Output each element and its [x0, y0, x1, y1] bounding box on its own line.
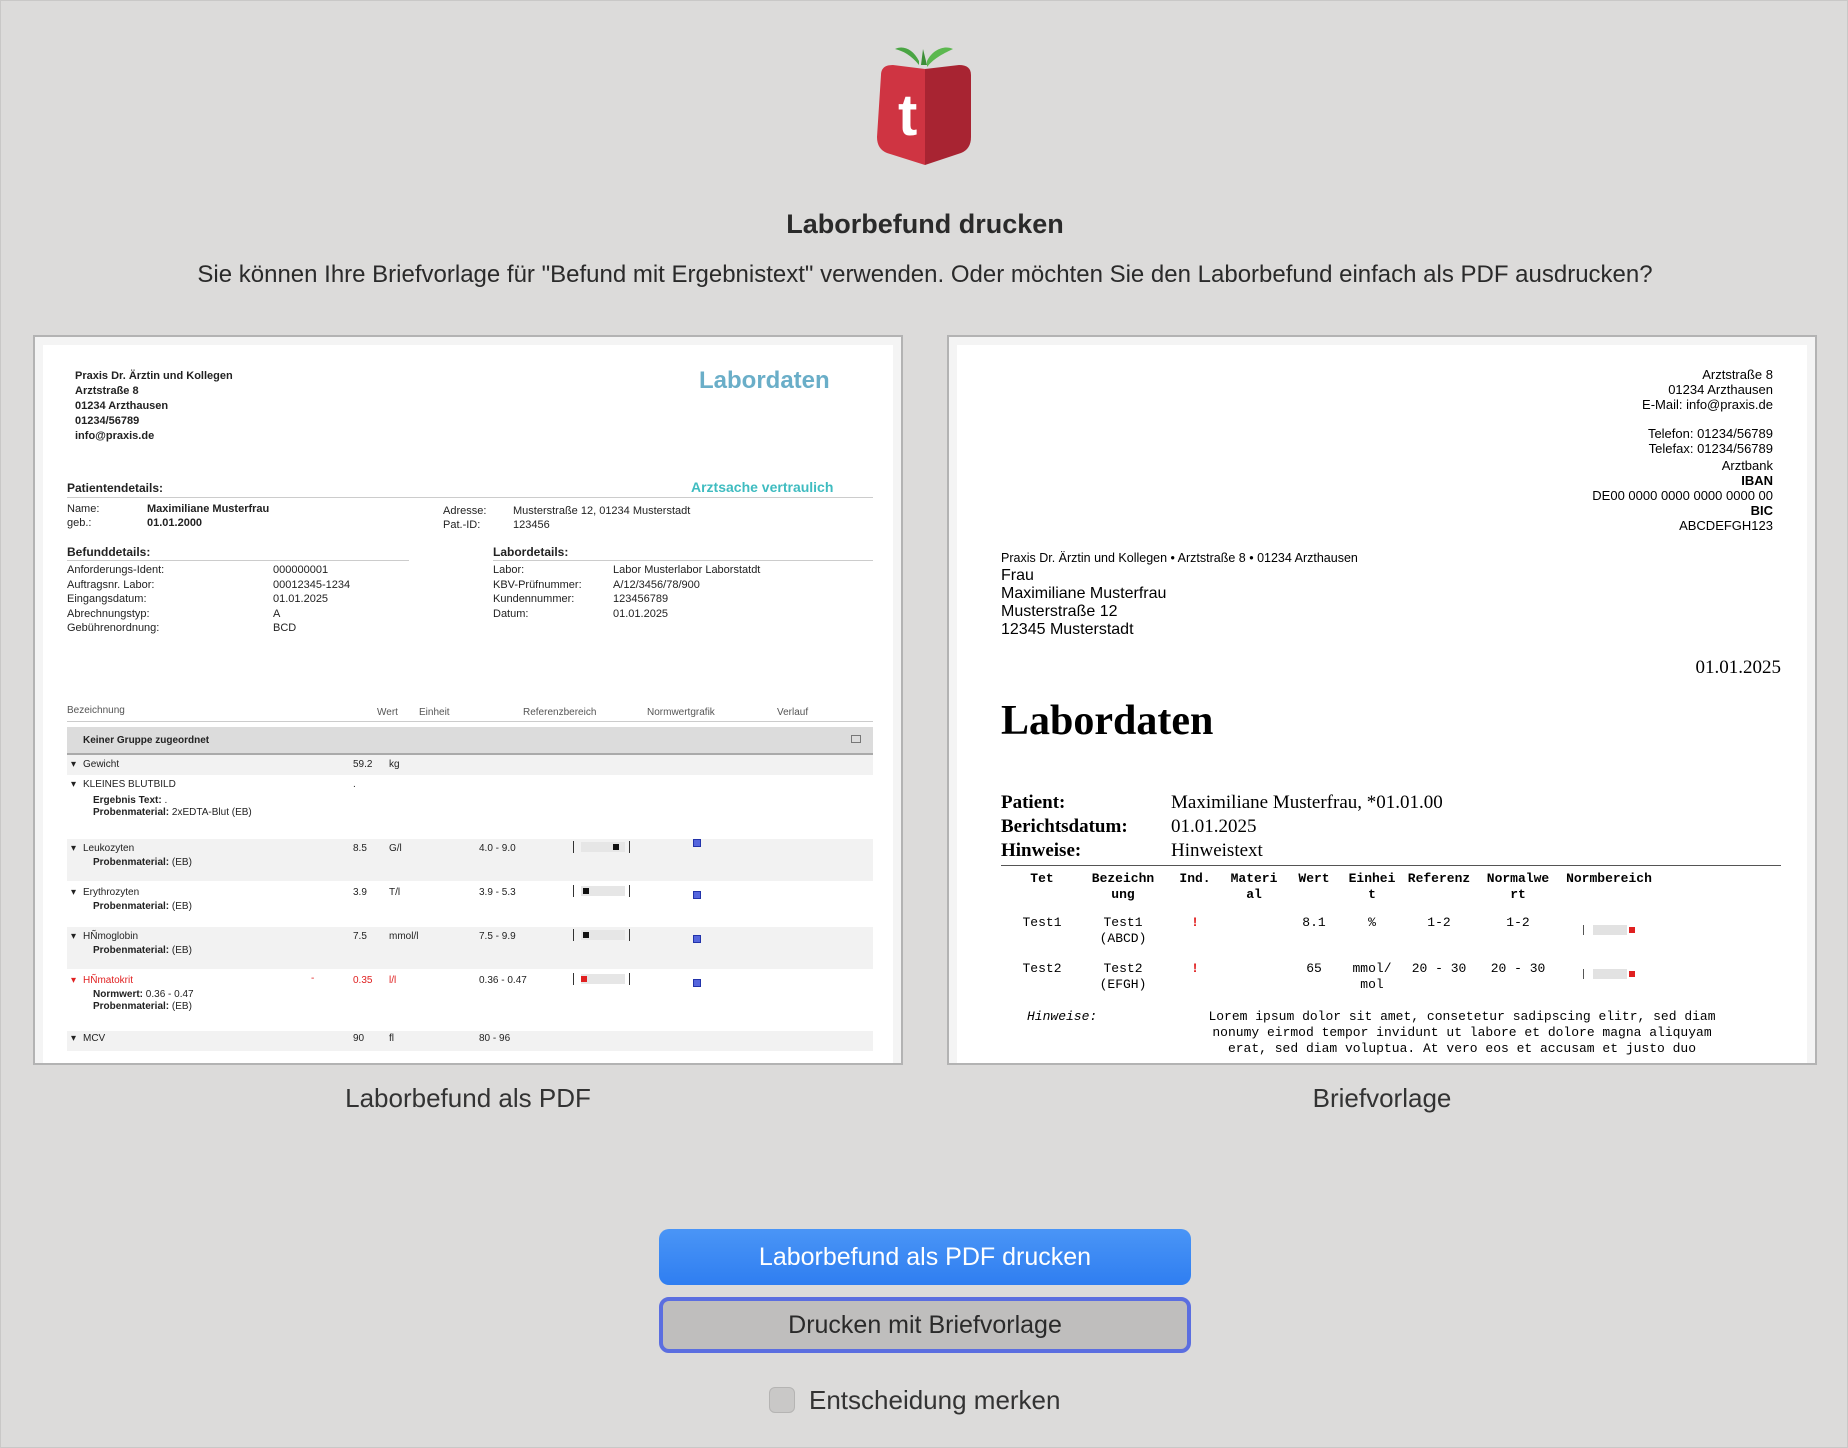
row-material: Probenmaterial: 2xEDTA-Blut (EB) [93, 807, 252, 818]
row-ref: 80 - 96 [479, 1033, 511, 1044]
expand-icon[interactable]: ▾ [71, 843, 77, 854]
table-row[interactable] [67, 971, 873, 1025]
row-name: Leukozyten [83, 843, 135, 854]
pdf-heading: Labordaten [699, 367, 830, 394]
practice-phone: 01234/56789 [75, 415, 140, 427]
practice-email: info@praxis.de [75, 430, 155, 442]
row-ref: 4.0 - 9.0 [479, 843, 516, 854]
td-referenz: 1-2 [1427, 915, 1451, 930]
group-row[interactable] [67, 727, 873, 755]
normwert-bar [581, 974, 625, 984]
hinweise-label: Hinweise: [1027, 1009, 1098, 1024]
name-label: Name: [67, 503, 100, 515]
row-value: 3.9 [353, 887, 367, 898]
th-referenz: Referenz [1407, 871, 1471, 886]
lorem-text: Lorem ipsum dolor sit amet, consetetur sadipscing elitr, sed diam nonumy eirmod tempor invidunt ut labore et dolore magna aliquyam erat, sed diam voluptua. At vero eos et accusam et justo duo [1208, 1009, 1716, 1056]
expand-icon[interactable]: ▾ [71, 975, 77, 986]
normwert-bar [581, 842, 625, 852]
patid-value: 123456 [513, 519, 550, 531]
td-test: Test2 [1022, 961, 1062, 976]
table-row[interactable] [67, 777, 873, 831]
td-ind: ! [1191, 961, 1199, 976]
row-material: Probenmaterial: (EB) [93, 1001, 192, 1012]
row-name: HÑmatokrit [83, 975, 134, 986]
letter-preview-caption: Briefvorlage [1312, 1083, 1452, 1113]
td-bezeichnung: Test1 (ABCD) [1099, 915, 1147, 946]
expand-icon[interactable]: ▾ [71, 887, 77, 898]
col-wert: Wert [377, 707, 398, 718]
td-normalwert: 1-2 [1506, 915, 1530, 930]
row-ref: 3.9 - 5.3 [479, 887, 516, 898]
dialog-subtitle: Sie können Ihre Briefvorlage für "Befund mit Ergebnistext" verwenden. Oder möchten Sie den Laborbefund einfach als PDF ausdrucken? [197, 261, 1653, 288]
normbereich-bar [1593, 969, 1627, 979]
th-normbereich: Normbereich [1566, 871, 1652, 886]
patient-section-title: Patientendetails: [67, 481, 164, 495]
row-value: 8.5 [353, 843, 367, 854]
table-row[interactable] [67, 839, 873, 881]
row-name: Erythrozyten [83, 887, 140, 898]
name-value: Maximiliane Musterfrau [147, 503, 270, 515]
table-row[interactable] [67, 883, 873, 925]
verlauf-icon[interactable] [693, 979, 701, 987]
labor-section-title: Labordetails: [493, 545, 569, 559]
row-name: KLEINES BLUTBILD [83, 779, 176, 790]
confidential-label: Arztsache vertraulich [691, 479, 834, 495]
group-title: Keiner Gruppe zugeordnet [83, 735, 210, 746]
befund-section-title: Befunddetails: [67, 545, 151, 559]
col-referenz: Referenzbereich [523, 707, 597, 718]
th-normalwert: Normalwe rt [1486, 871, 1550, 902]
td-wert: 8.1 [1302, 915, 1326, 930]
th-ind: Ind. [1179, 871, 1211, 886]
td-ind: ! [1191, 915, 1199, 930]
practice-name: Praxis Dr. Ärztin und Kollegen [75, 370, 233, 382]
print-pdf-button[interactable]: Laborbefund als PDF drucken [659, 1229, 1191, 1285]
pdf-preview[interactable] [33, 335, 903, 1065]
th-test: Tet [1030, 871, 1054, 886]
row-material: Probenmaterial: (EB) [93, 857, 192, 868]
group-image-icon[interactable] [851, 735, 861, 743]
practice-address [75, 369, 233, 444]
verlauf-icon[interactable] [693, 935, 701, 943]
td-test: Test1 [1022, 915, 1062, 930]
row-unit: T/l [389, 887, 401, 898]
row-value: 59.2 [353, 759, 373, 770]
row-unit: G/l [389, 843, 402, 854]
row-value: . [353, 779, 356, 790]
row-unit: mmol/l [389, 931, 419, 942]
row-unit: fl [389, 1033, 394, 1044]
practice-street: Arztstraße 8 [75, 385, 139, 397]
dob-label: geb.: [67, 517, 92, 529]
td-einheit: mmol/ mol [1352, 961, 1392, 992]
row-value: 0.35 [353, 975, 373, 986]
row-name: Gewicht [83, 759, 120, 770]
row-name: MCV [83, 1033, 106, 1044]
col-normwertgrafik: Normwertgrafik [647, 707, 715, 718]
address-value: Musterstraße 12, 01234 Musterstadt [513, 505, 691, 517]
remember-decision-label[interactable]: Entscheidung merken [809, 1385, 1061, 1415]
row-normwert: Normwert: 0.36 - 0.47 [93, 989, 194, 1000]
expand-icon[interactable]: ▾ [71, 779, 77, 790]
logo-letter: t [898, 83, 918, 148]
normwert-bar [581, 886, 625, 896]
td-referenz: 20 - 30 [1411, 961, 1467, 976]
row-material: Probenmaterial: (EB) [93, 945, 192, 956]
labor-keys: Labor: KBV-Prüfnummer: Kundennummer: Datum: [493, 564, 582, 620]
table-row[interactable] [67, 1031, 873, 1051]
recipient-address: Frau Maximiliane Musterfrau Musterstraße 12 12345 Musterstadt [1001, 567, 1167, 638]
remember-decision-checkbox[interactable] [769, 1387, 795, 1413]
verlauf-icon[interactable] [693, 839, 701, 847]
table-row[interactable] [67, 755, 873, 775]
table-row[interactable] [67, 927, 873, 969]
col-bezeichnung: Bezeichnung [67, 705, 125, 716]
col-verlauf: Verlauf [777, 707, 809, 718]
befund-values: 000000001 00012345-1234 01.01.2025 A BCD [273, 564, 351, 634]
row-material: Probenmaterial: (EB) [93, 901, 192, 912]
td-normalwert: 20 - 30 [1490, 961, 1546, 976]
expand-icon[interactable]: ▾ [71, 759, 77, 770]
row-note: Ergebnis Text: . [93, 795, 168, 806]
normbereich-bar [1593, 925, 1627, 935]
app-logo-icon [873, 41, 977, 167]
row-ref: 0.36 - 0.47 [479, 975, 527, 986]
letter-template-preview[interactable] [947, 335, 1817, 1065]
pdf-preview-page [43, 345, 893, 1063]
td-einheit: % [1368, 915, 1376, 930]
normbereich-marker [1629, 927, 1635, 933]
td-bezeichnung: Test2 (EFGH) [1099, 961, 1147, 992]
verlauf-icon[interactable] [693, 891, 701, 899]
labor-values: Labor Musterlabor Laborstatdt A/12/3456/78/900 123456789 01.01.2025 [613, 564, 761, 620]
row-flag: - [311, 973, 315, 984]
th-wert: Wert [1298, 871, 1330, 886]
row-value: 7.5 [353, 931, 367, 942]
letter-preview-page [957, 345, 1807, 1063]
patient-info-values: Maximiliane Musterfrau, *01.01.00 01.01.2025 Hinweistext [1171, 792, 1443, 861]
print-letter-template-button[interactable]: Drucken mit Briefvorlage [659, 1297, 1191, 1353]
pdf-preview-caption: Laborbefund als PDF [345, 1083, 591, 1113]
letter-header-address: Arztstraße 8 01234 Arzthausen E-Mail: info@praxis.de Telefon: 01234/56789 Telefax: 01234/56789 Arztbank IBAN DE00 0000 0000 0000 0000 00 BIC ABCDEFGH123 [1592, 367, 1773, 533]
row-unit: kg [389, 759, 400, 770]
letter-date: 01.01.2025 [1695, 657, 1781, 678]
row-unit: l/l [389, 975, 397, 986]
row-name: HÑmoglobin [83, 931, 139, 942]
sender-line: Praxis Dr. Ärztin und Kollegen • Arztstraße 8 • 01234 Arzthausen [1001, 551, 1358, 565]
patient-info-labels: Patient: Berichtsdatum: Hinweise: [1001, 792, 1128, 861]
col-einheit: Einheit [419, 707, 450, 718]
letter-heading: Labordaten [1001, 698, 1214, 744]
befund-keys: Anforderungs-Ident: Auftragsnr. Labor: Eingangsdatum: Abrechnungstyp: Gebührenordnung: [67, 564, 165, 634]
dob-value: 01.01.2000 [147, 517, 203, 529]
normbereich-marker [1629, 971, 1635, 977]
address-label: Adresse: [443, 505, 487, 517]
patid-label: Pat.-ID: [443, 519, 481, 531]
expand-icon[interactable]: ▾ [71, 1033, 77, 1044]
row-ref: 7.5 - 9.9 [479, 931, 516, 942]
expand-icon[interactable]: ▾ [71, 931, 77, 942]
row-value: 90 [353, 1033, 365, 1044]
th-bezeichnung: Bezeichn ung [1091, 871, 1155, 902]
normwert-bar [581, 930, 625, 940]
td-wert: 65 [1306, 961, 1322, 976]
th-material: Materi al [1230, 871, 1278, 902]
practice-city: 01234 Arzthausen [75, 400, 169, 412]
dialog-title: Laborbefund drucken [786, 209, 1064, 239]
th-einheit: Einhei t [1348, 871, 1396, 902]
